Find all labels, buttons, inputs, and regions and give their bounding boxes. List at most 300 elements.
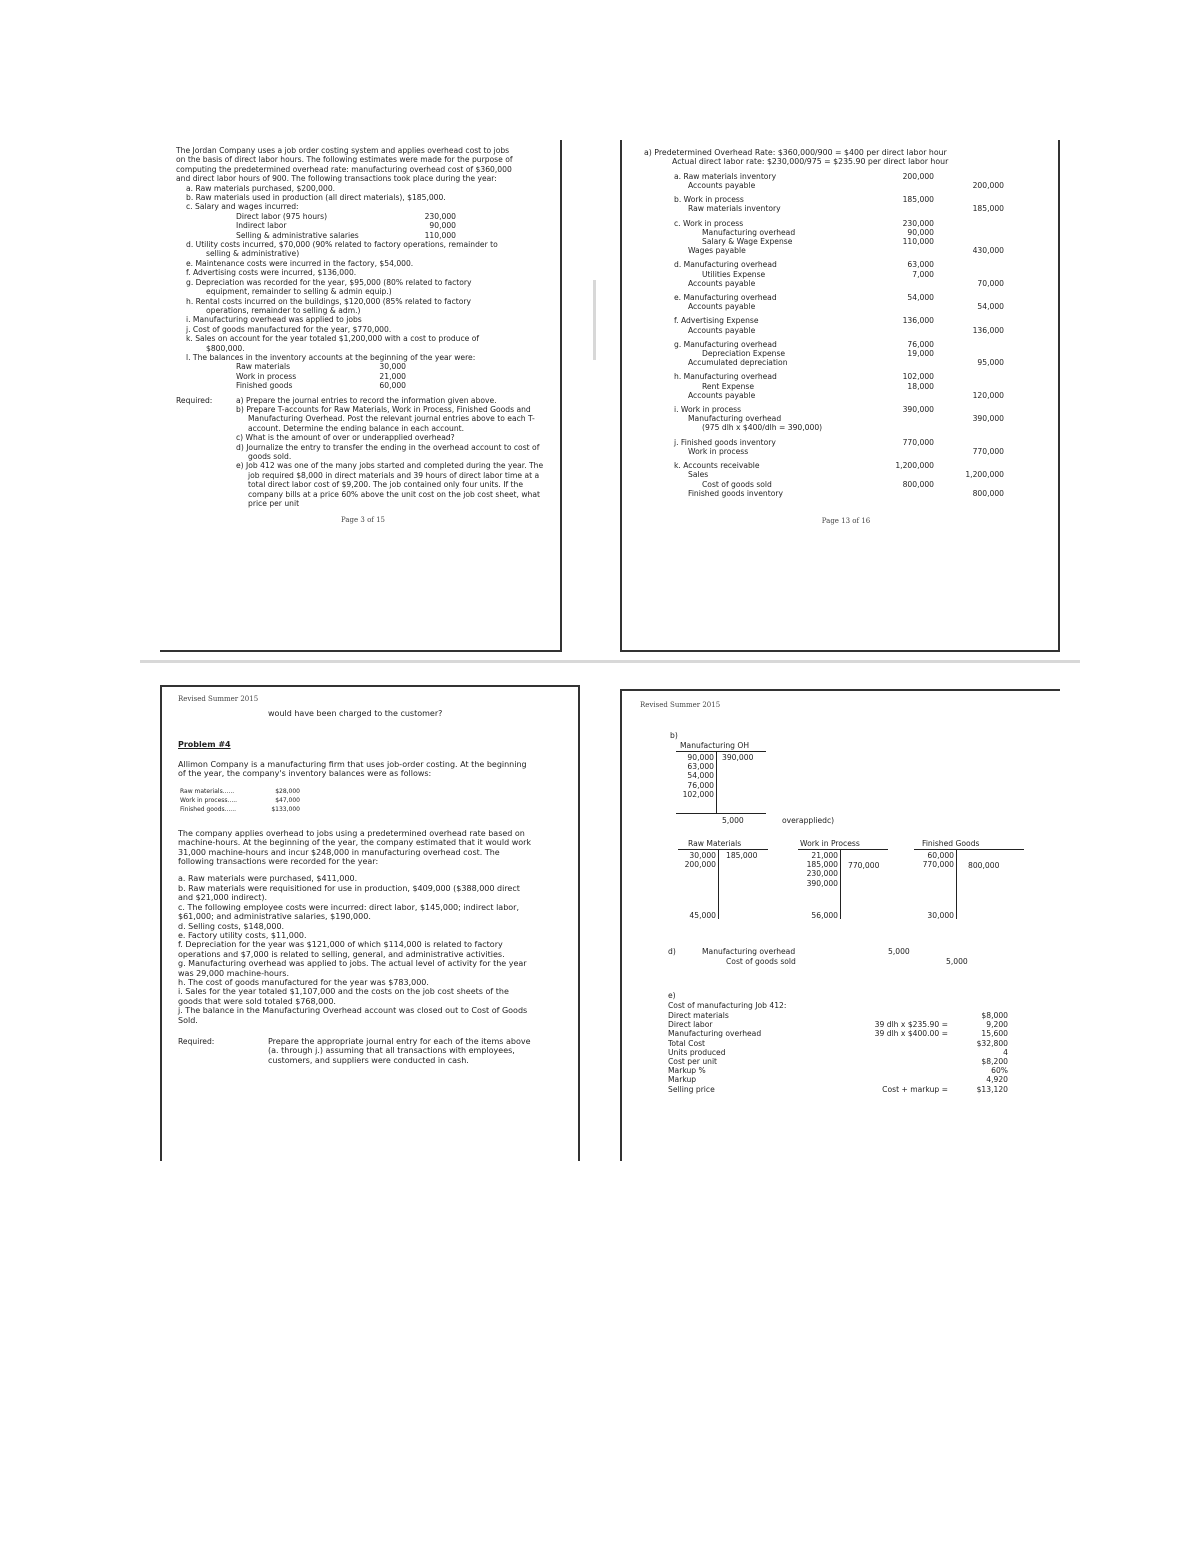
journal-line [674, 326, 1048, 335]
fg-debits [914, 851, 954, 869]
journal-account: e. Manufacturing overhead [674, 293, 777, 303]
transaction-line: f. Depreciation for the year was $121,000 of which $114,000 is related to factory [178, 940, 503, 950]
required-line: (a. through j.) assuming that all transactions with employees, [268, 1046, 515, 1056]
journal-account: a. Raw materials inventory [674, 171, 777, 181]
page-gap-vertical [593, 280, 596, 360]
journal-credit [934, 195, 1004, 204]
journal-line [674, 480, 1048, 489]
journal-account: Depreciation Expense [702, 349, 786, 359]
job-cost-name: Manufacturing overhead [668, 1029, 762, 1039]
journal-gap [674, 498, 1048, 503]
journal-credit: 800,000 [972, 488, 1004, 498]
journal-credit [934, 260, 1004, 269]
job-cost-value: 15,600 [981, 1029, 1008, 1039]
journal-credit: 200,000 [972, 181, 1004, 191]
transaction-line: $61,000; and administrative salaries, $190,000. [178, 912, 371, 922]
journal-debit [894, 204, 934, 213]
transaction-line: c. The following employee costs were incurred: direct labor, $145,000; indirect labor, [178, 902, 519, 912]
intro-line: The Jordan Company uses a job order costing system and applies overhead cost to jobs [176, 146, 510, 155]
transaction-line: d. Selling costs, $148,000. [178, 921, 285, 931]
transaction-line: j. The balance in the Manufacturing Overhead account was closed out to Cost of Goods [178, 1006, 528, 1016]
inventory-row [176, 381, 550, 390]
journal-account: d. Manufacturing overhead [674, 260, 777, 270]
item-k-2: $800,000. [206, 343, 245, 353]
problem-title: Problem #4 [178, 740, 231, 750]
journal-account: f. Advertising Expense [674, 316, 759, 326]
para-line: machine-hours. At the beginning of the year, the company estimated that it would work [178, 838, 532, 848]
job-cost-name: Units produced [668, 1047, 726, 1057]
moh-debit: 90,000 [687, 753, 714, 762]
transaction-line: e. Factory utility costs, $11,000. [178, 930, 307, 940]
job-cost-calc [818, 1057, 948, 1066]
balance-row-amount: $47,000 [275, 797, 300, 805]
d-line-2: Cost of goods sold [726, 957, 796, 966]
rm-credit: 185,000 [726, 851, 758, 860]
journal-debit: 110,000 [902, 237, 934, 247]
rm-debits [678, 851, 716, 869]
journal-line [674, 414, 1048, 423]
journal-debit: 63,000 [907, 260, 934, 270]
page-footer: Page 3 of 15 [340, 516, 386, 525]
journal-debit: 7,000 [912, 269, 934, 279]
moh-credit: 390,000 [722, 753, 754, 762]
part-e-label: e) [668, 991, 676, 1000]
page-gap-horizontal [140, 660, 1080, 663]
balance-row [178, 796, 566, 805]
balance-row-label: Work in process..... [180, 797, 238, 805]
journal-debit [894, 423, 934, 432]
job-cost-name: Direct labor [668, 1020, 713, 1030]
journal-line [674, 372, 1048, 381]
moh-title: Manufacturing OH [680, 741, 750, 750]
fg-top-line [914, 849, 1024, 850]
journal-line [674, 237, 1048, 246]
journal-credit: 120,000 [972, 390, 1004, 400]
para-line: following transactions were recorded for the year: [178, 857, 379, 867]
journal-line [674, 447, 1048, 456]
journal-line [674, 228, 1048, 237]
overhead-rate-line: a) Predetermined Overhead Rate: $360,000/900 = $400 per direct labor hour [644, 148, 947, 157]
item-a: a. Raw materials purchased, $200,000. [186, 183, 336, 193]
page-problem-3 [160, 140, 562, 652]
journal-credit [934, 461, 1004, 470]
journal-debit: 136,000 [902, 316, 934, 326]
journal-credit [934, 340, 1004, 349]
job-cost-calc [818, 1075, 948, 1084]
journal-account: h. Manufacturing overhead [674, 372, 777, 382]
item-g-1: g. Depreciation was recorded for the year, $95,000 (80% related to factory [186, 277, 472, 287]
item-l: l. The balances in the inventory accounts at the beginning of the year were: [186, 352, 476, 362]
revised-note: Revised Summer 2015 [178, 695, 259, 703]
journal-credit: 185,000 [972, 204, 1004, 214]
journal-account: Rent Expense [702, 381, 755, 391]
job-cost-value: $13,120 [976, 1084, 1008, 1094]
inventory-row-label: Finished goods [236, 381, 293, 391]
journal-line [674, 172, 1048, 181]
journal-credit: 54,000 [977, 302, 1004, 312]
required-label: Required: [176, 395, 213, 405]
journal-line [674, 302, 1048, 311]
journal-line [674, 470, 1048, 479]
job-cost-calc: Cost + markup = [882, 1084, 948, 1094]
journal-debit: 19,000 [907, 349, 934, 359]
journal-line [674, 423, 1048, 432]
item-j: j. Cost of goods manufactured for the year, $770,000. [186, 324, 392, 334]
journal-account: Wages payable [688, 246, 746, 256]
inventory-row-amount: 60,000 [379, 381, 406, 391]
journal-line [674, 246, 1048, 255]
d-line-2-amt: 5,000 [946, 957, 968, 966]
item-h-2: operations, remainder to selling & adm.) [206, 305, 361, 315]
journal-account: k. Accounts receivable [674, 461, 760, 471]
journal-line [674, 293, 1048, 302]
required-item: b) Prepare T-accounts for Raw Materials, Work in Process, Finished Goods and Manufacturing Overhead. Post the relevant journal entries above to each T-account. Determine the ending balance in each account. [236, 404, 535, 433]
intro-line: and direct labor hours of 900. The following transactions took place during the year: [176, 174, 497, 184]
journal-credit [934, 372, 1004, 381]
journal-debit [894, 181, 934, 190]
job-cost-name: Total Cost [668, 1038, 706, 1048]
journal-credit [934, 228, 1004, 237]
moh-debit: 54,000 [687, 771, 714, 781]
journal-debit [894, 279, 934, 288]
page-problem-4 [160, 685, 580, 1161]
journal-account: Finished goods inventory [688, 488, 783, 498]
wip-title: Work in Process [800, 839, 860, 848]
item-i: i. Manufacturing overhead was applied to jobs [186, 315, 362, 325]
journal-credit: 770,000 [972, 446, 1004, 456]
journal-account: g. Manufacturing overhead [674, 339, 777, 349]
fg-title: Finished Goods [922, 839, 980, 848]
required-block [176, 396, 550, 509]
inventory-row [176, 372, 550, 381]
journal-account: Manufacturing overhead [688, 414, 782, 424]
journal-account: b. Work in process [674, 195, 744, 205]
salary-row-amount: 90,000 [429, 221, 456, 231]
journal-credit [934, 382, 1004, 391]
journal-credit [934, 219, 1004, 228]
journal-debit: 185,000 [902, 195, 934, 205]
salary-row-label: Indirect labor [236, 221, 287, 231]
required-item: d) Journalize the entry to transfer the ending in the overhead account to cost of goods sold. [236, 442, 540, 461]
journal-account: Utilities Expense [702, 269, 766, 279]
journal-line [674, 181, 1048, 190]
moh-debit: 102,000 [682, 789, 714, 799]
inventory-row-label: Raw materials [236, 362, 291, 372]
required-item: c) What is the amount of over or underapplied overhead? [236, 433, 455, 443]
transaction-line: b. Raw materials were requisitioned for use in production, $409,000 ($388,000 direct [178, 883, 520, 893]
part-d-label: d) [668, 947, 676, 956]
fg-balance: 30,000 [927, 911, 954, 920]
balance-row-amount: $28,000 [275, 787, 300, 795]
wip-credit: 770,000 [848, 861, 880, 870]
journal-account: Accounts payable [688, 390, 756, 400]
journal-account: Manufacturing overhead [702, 227, 796, 237]
journal-line [674, 438, 1048, 447]
inventory-row-label: Work in process [236, 371, 297, 381]
journal-credit [934, 172, 1004, 181]
journal-line [674, 204, 1048, 213]
intro-line: computing the predetermined overhead rate: manufacturing overhead cost of $360,000 [176, 164, 512, 174]
d-line-1: Manufacturing overhead [702, 947, 796, 956]
job-cost-name: Selling price [668, 1084, 715, 1094]
journal-debit: 90,000 [907, 227, 934, 237]
intro-line: on the basis of direct labor hours. The following estimates were made for the purpose of [176, 155, 513, 165]
journal-credit: 95,000 [977, 358, 1004, 368]
job-cost-row [668, 1057, 1008, 1066]
page-solution-taccounts [620, 689, 1060, 1161]
rm-title: Raw Materials [688, 839, 742, 848]
journal-debit [894, 326, 934, 335]
journal-credit [934, 438, 1004, 447]
journal-credit [934, 293, 1004, 302]
job-cost-calc [818, 1011, 948, 1020]
continued-text: would have been charged to the customer? [268, 709, 443, 718]
moh-debits [676, 753, 714, 799]
journal-credit [934, 270, 1004, 279]
journal-line [674, 405, 1048, 414]
journal-account: Accumulated depreciation [688, 358, 788, 368]
wip-debit: 230,000 [806, 869, 838, 879]
journal-debit: 200,000 [902, 171, 934, 181]
job-cost-calc [818, 1048, 948, 1057]
part-c-label: c) [827, 816, 835, 825]
journal-debit: 390,000 [902, 405, 934, 415]
transaction-line: was 29,000 machine-hours. [178, 968, 289, 978]
job-cost-value: 9,200 [986, 1020, 1008, 1030]
transaction-line: Sold. [178, 1015, 198, 1025]
journal-debit: 770,000 [902, 437, 934, 447]
required-item: a) Prepare the journal entries to record the information given above. [236, 395, 497, 405]
journal-debit [894, 489, 934, 498]
revised-note: Revised Summer 2015 [640, 701, 721, 709]
journal-credit: 390,000 [972, 414, 1004, 424]
journal-account: Work in process [688, 446, 749, 456]
journal-debit: 102,000 [902, 372, 934, 382]
job-cost-table [668, 1011, 1008, 1094]
journal-line [674, 489, 1048, 498]
fg-mid-line [956, 849, 957, 919]
journal-debit: 230,000 [902, 218, 934, 228]
journal-account: Accounts payable [688, 278, 756, 288]
journal-account: i. Work in process [674, 405, 742, 415]
journal-credit [934, 237, 1004, 246]
journal-debit: 800,000 [902, 479, 934, 489]
job-cost-row [668, 1020, 1008, 1029]
rm-mid-line [718, 849, 719, 919]
labor-rate-line: Actual direct labor rate: $230,000/975 = $235.90 per direct labor hour [672, 157, 949, 167]
journal-debit [894, 302, 934, 311]
journal-line [674, 461, 1048, 470]
moh-debit: 63,000 [687, 762, 714, 772]
para-line: 31,000 machine-hours and incur $248,000 in manufacturing overhead cost. The [178, 847, 500, 857]
journal-credit: 70,000 [977, 278, 1004, 288]
journal-credit [934, 405, 1004, 414]
journal-debit [894, 414, 934, 423]
e-title: Cost of manufacturing Job 412: [668, 1001, 787, 1010]
job-cost-name: Cost per unit [668, 1057, 718, 1067]
required-item: e) Job 412 was one of the many jobs started and completed during the year. The job required $8,000 in direct materials and 39 hours of direct labor time at a total direct labor cost of $9,200. The job contained only four units. If the company bills at a price 60% above the unit cost on the job cost sheet, what price per unit [236, 461, 544, 509]
job-cost-row [668, 1048, 1008, 1057]
salary-row-amount: 110,000 [424, 230, 456, 240]
item-k-1: k. Sales on account for the year totaled $1,200,000 with a cost to produce of [186, 334, 480, 344]
intro-line: Allimon Company is a manufacturing firm that uses job-order costing. At the beginning [178, 759, 527, 769]
salary-row-label: Selling & administrative salaries [236, 230, 359, 240]
journal-debit [894, 470, 934, 479]
moh-debit: 76,000 [687, 780, 714, 790]
journal-debit: 76,000 [907, 339, 934, 349]
item-d-2: selling & administrative) [206, 249, 300, 259]
item-c: c. Salary and wages incurred: [186, 202, 299, 212]
journal-account: Sales [688, 470, 709, 480]
required-line: customers, and suppliers were conducted in cash. [268, 1055, 469, 1065]
wip-debit: 390,000 [806, 878, 838, 888]
job-cost-value: $32,800 [976, 1038, 1008, 1048]
journal-credit: 430,000 [972, 246, 1004, 256]
journal-debit: 1,200,000 [895, 461, 934, 471]
inventory-row-amount: 30,000 [379, 362, 406, 372]
journal-account: Salary & Wage Expense [702, 237, 793, 247]
journal-credit [934, 316, 1004, 325]
rm-debit: 30,000 [689, 851, 716, 860]
balance-row [178, 805, 566, 814]
journal-line [674, 260, 1048, 269]
journal-account: Cost of goods sold [702, 479, 772, 489]
fg-debit: 770,000 [922, 860, 954, 870]
journal-account: c. Work in process [674, 218, 744, 228]
salary-row [176, 221, 550, 230]
transaction-line: operations and $7,000 is related to selling, general, and administrative activities. [178, 949, 505, 959]
item-h-1: h. Rental costs incurred on the buildings, $120,000 (85% related to factory [186, 296, 472, 306]
job-cost-name: Markup % [668, 1066, 706, 1076]
journal-account: Accounts payable [688, 181, 756, 191]
wip-balance: 56,000 [811, 911, 838, 920]
journal-account: Raw materials inventory [688, 204, 781, 214]
required-block [178, 1037, 566, 1065]
job-cost-value: $8,000 [981, 1011, 1008, 1020]
page-solution-journal [620, 140, 1060, 652]
moh-balance: 5,000 [722, 816, 744, 825]
journal-debit [894, 246, 934, 255]
transaction-line: g. Manufacturing overhead was applied to jobs. The actual level of activity for the year [178, 959, 527, 969]
job-cost-calc [818, 1039, 948, 1048]
wip-debit: 185,000 [806, 860, 838, 870]
balance-row-label: Raw materials...... [180, 787, 235, 795]
moh-mid-line [716, 751, 717, 813]
item-f: f. Advertising costs were incurred, $136,000. [186, 268, 357, 278]
fg-debit: 60,000 [927, 851, 954, 860]
journal-account: (975 dlh x $400/dlh = 390,000) [702, 423, 823, 433]
journal-line [674, 316, 1048, 325]
journal-line [674, 279, 1048, 288]
salary-row [176, 212, 550, 221]
journal-line [674, 219, 1048, 228]
journal-line [674, 270, 1048, 279]
journal-debit: 18,000 [907, 381, 934, 391]
job-cost-calc [818, 1066, 948, 1075]
wip-debit: 21,000 [811, 851, 838, 860]
journal-line [674, 349, 1048, 358]
journal-credit [934, 480, 1004, 489]
journal-credit [934, 349, 1004, 358]
job-cost-row [668, 1011, 1008, 1020]
transaction-line: a. Raw materials were purchased, $411,000. [178, 874, 358, 884]
overapplied-label: overapplied [782, 816, 827, 825]
item-d-1: d. Utility costs incurred, $70,000 (90% related to factory operations, remainder to [186, 240, 498, 250]
part-b-label: b) [670, 731, 678, 740]
transaction-line: i. Sales for the year totaled $1,107,000 and the costs on the job cost sheets of the [178, 987, 509, 997]
page-footer: Page 13 of 16 [821, 516, 871, 525]
salary-row [176, 231, 550, 240]
item-e: e. Maintenance costs were incurred in the factory, $54,000. [186, 258, 414, 268]
journal-line [674, 340, 1048, 349]
transaction-line: h. The cost of goods manufactured for the year was $783,000. [178, 977, 429, 987]
journal-line [674, 358, 1048, 367]
job-cost-row [668, 1029, 1008, 1038]
journal-debit [894, 391, 934, 400]
job-cost-name: Markup [668, 1075, 697, 1085]
job-cost-value: 4,920 [986, 1075, 1008, 1085]
required-line: Prepare the appropriate journal entry for each of the items above [268, 1036, 531, 1046]
wip-mid-line [840, 849, 841, 919]
moh-total-line [676, 813, 766, 814]
journal-line [674, 391, 1048, 400]
job-cost-value: 4 [1003, 1047, 1008, 1057]
wip-top-line [798, 849, 888, 850]
balance-row [178, 787, 566, 796]
moh-top-line [676, 751, 766, 752]
journal-debit [894, 447, 934, 456]
job-cost-row [668, 1066, 1008, 1075]
job-cost-row [668, 1085, 1008, 1094]
journal-credit: 136,000 [972, 325, 1004, 335]
job-cost-name: Direct materials [668, 1011, 729, 1020]
required-label: Required: [178, 1036, 215, 1046]
salary-row-label: Direct labor (975 hours) [236, 211, 328, 221]
job-cost-calc: 39 dlh x $235.90 = [874, 1020, 948, 1030]
para-line: The company applies overhead to jobs using a predetermined overhead rate based on [178, 828, 525, 838]
balance-row-amount: $133,000 [271, 806, 300, 814]
wip-debits [798, 851, 838, 888]
inventory-row [176, 362, 550, 371]
item-g-2: equipment, remainder to selling & admin equip.) [206, 287, 392, 297]
transaction-line: goods that were sold totaled $768,000. [178, 996, 336, 1006]
job-cost-calc: 39 dlh x $400.00 = [874, 1029, 948, 1039]
journal-debit [894, 358, 934, 367]
d-line-1-amt: 5,000 [888, 947, 910, 956]
inventory-row-amount: 21,000 [379, 371, 406, 381]
journal-line [674, 382, 1048, 391]
rm-top-line [678, 849, 768, 850]
fg-credit: 800,000 [968, 861, 1000, 870]
job-cost-value: $8,200 [981, 1057, 1008, 1067]
journal-account: j. Finished goods inventory [674, 437, 776, 447]
journal-credit: 1,200,000 [965, 470, 1004, 480]
item-b: b. Raw materials used in production (all direct materials), $185,000. [186, 193, 446, 203]
job-cost-row [668, 1075, 1008, 1084]
balance-row-label: Finished goods...... [180, 806, 237, 814]
journal-account: Accounts payable [688, 325, 756, 335]
salary-row-amount: 230,000 [424, 211, 456, 221]
journal-credit [934, 423, 1004, 432]
job-cost-value: 60% [991, 1066, 1008, 1076]
job-cost-row [668, 1039, 1008, 1048]
intro-line: of the year, the company's inventory balances were as follows: [178, 769, 432, 779]
transaction-line: and $21,000 indirect). [178, 893, 268, 903]
rm-balance: 45,000 [689, 911, 716, 920]
journal-debit: 54,000 [907, 293, 934, 303]
journal-line [674, 195, 1048, 204]
rm-debit: 200,000 [684, 860, 716, 870]
